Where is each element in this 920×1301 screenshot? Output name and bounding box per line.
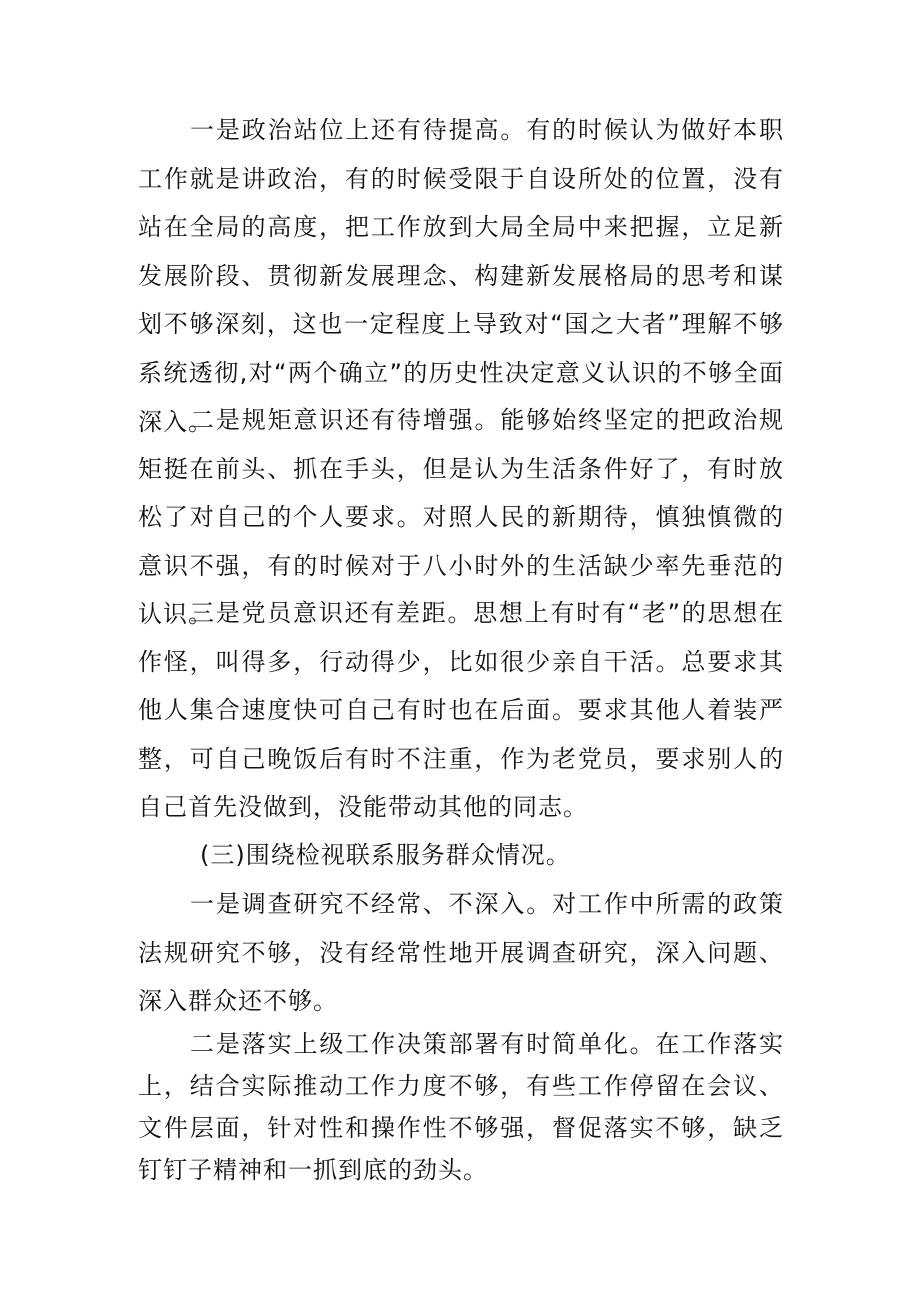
paragraph-party-member-awareness: 三是党员意识还有差距。思想上有时有“老”的思想在作怪，叫得多，行动得少，比如很少亲自干活。总要求其他人集合速度快可自己有时也在后面。要求其他人着装严整，可自己晚饭后有时不注重，作为老党员，要求别人的自己首先没做到，没能带动其他的同志。 bbox=[138, 599, 784, 822]
section-heading-serving-masses: (三)围绕检视联系服务群众情况。 bbox=[200, 841, 571, 869]
paragraph-rules-awareness: 二是规矩意识还有待增强。能够始终坚定的把政治规矩挺在前头、抓在手头，但是认为生活条件好了，有时放松了对自己的个人要求。对照人民的新期待，慎独慎微的意识不强，有的时候对于八小时外的生活缺少率先垂范的认识。 bbox=[138, 406, 784, 629]
paragraph-political-position: 一是政治站位上还有待提高。有的时候认为做好本职工作就是讲政治，有的时候受限于自设所处的位置，没有站在全局的高度，把工作放到大局全局中来把握，立足新发展阶段、贯彻新发展理念、构建新发展格局的思考和谋划不够深刻，这也一定程度上导致对“国之大者”理解不够系统透彻,对“两个确立”的历史性决定意义认识的不够全面深入。 bbox=[138, 116, 784, 436]
paragraph-investigation-research: 一是调查研究不经常、不深入。对工作中所需的政策法规研究不够，没有经常性地开展调查研究，深入问题、深入群众还不够。 bbox=[138, 890, 784, 1016]
paragraph-implementation: 二是落实上级工作决策部署有时简单化。在工作落实上，结合实际推动工作力度不够，有些工作停留在会议、文件层面，针对性和操作性不够强，督促落实不够，缺乏钉钉子精神和一抓到底的劲头。 bbox=[138, 1030, 784, 1184]
